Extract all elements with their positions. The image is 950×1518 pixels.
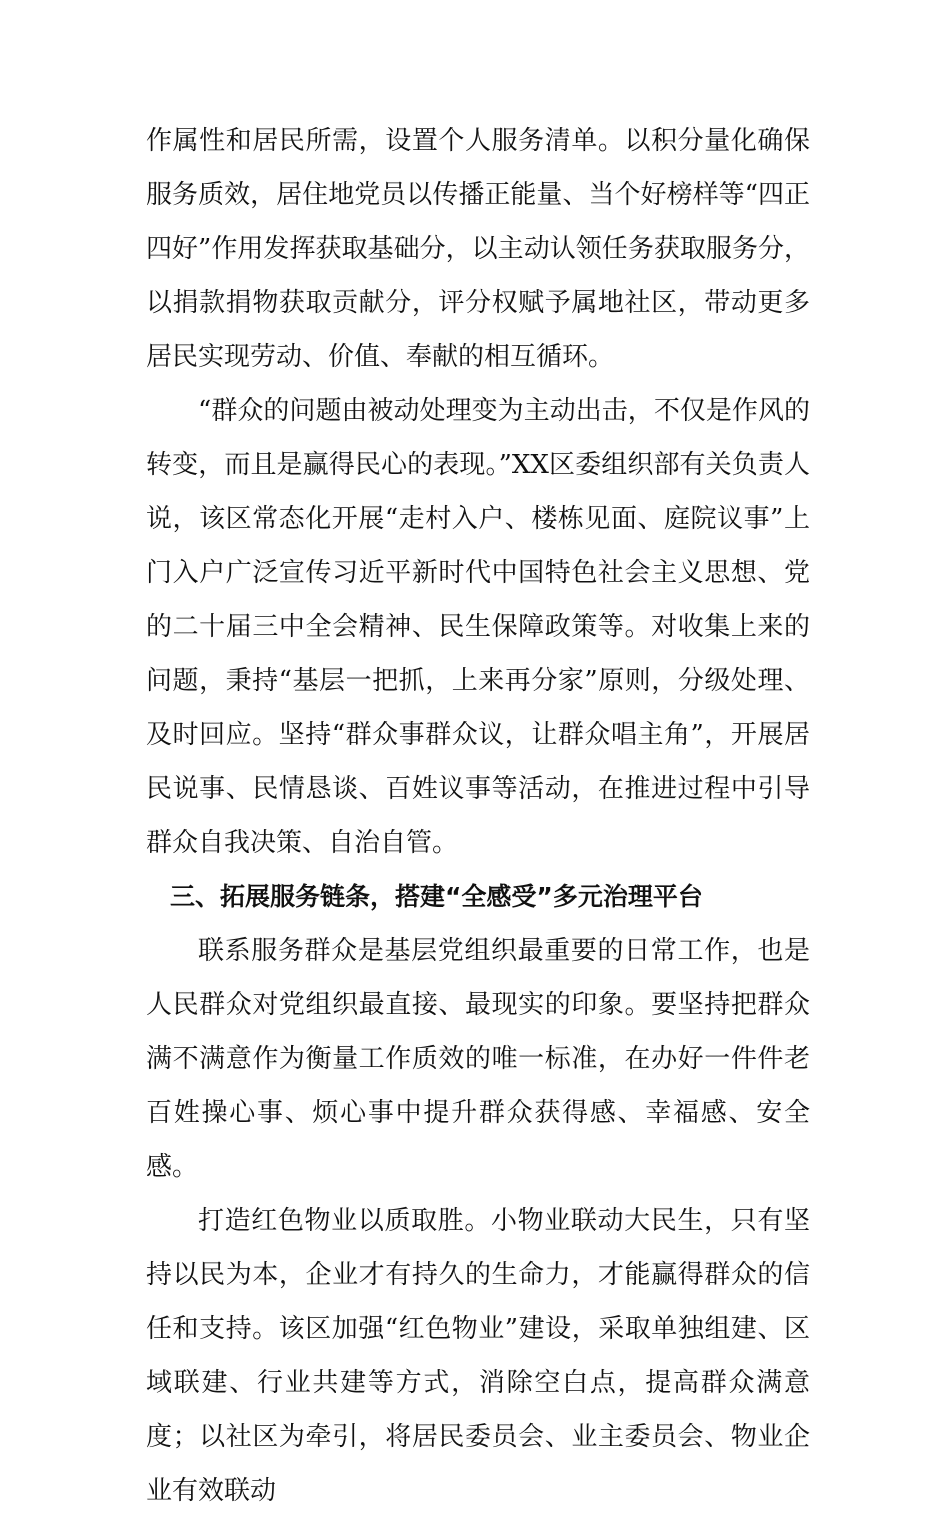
paragraph-continuation: 作属性和居民所需，设置个人服务清单。以积分量化确保服务质效，居住地党员以传播正能量、当个好榜样等“四正四好”作用发挥获取基础分，以主动认领任务获取服务分，以捐款捐物获取贡献分，评分权赋予属地社区，带动更多居民实现劳动、价值、奉献的相互循环。	[146, 126, 810, 372]
document-body	[146, 114, 810, 1518]
paragraph-service: 联系服务群众是基层党组织最重要的日常工作，也是人民群众对党组织最直接、最现实的印象。要坚持把群众满不满意作为衡量工作质效的唯一标准，在办好一件件老百姓操心事、烦心事中提升群众获得感、幸福感、安全感。	[146, 936, 810, 1182]
section-heading: 三、拓展服务链条，搭建“全感受”多元治理平台	[170, 882, 703, 911]
paragraph-red-property: 打造红色物业以质取胜。小物业联动大民生，只有坚持以民为本，企业才有持久的生命力，才能赢得群众的信任和支持。该区加强“红色物业”建设，采取单独组建、区域联建、行业共建等方式，消除空白点，提高群众满意度；以社区为牵引，将居民委员会、业主委员会、物业企业有效联动	[146, 1206, 810, 1506]
paragraph-quote: “群众的问题由被动处理变为主动出击，不仅是作风的转变，而且是赢得民心的表现。”XX区委组织部有关负责人说，该区常态化开展“走村入户、楼栋见面、庭院议事”上门入户广泛宣传习近平新时代中国特色社会主义思想、党的二十届三中全会精神、民生保障政策等。对收集上来的问题，秉持“基层一把抓，上来再分家”原则，分级处理、及时回应。坚持“群众事群众议，让群众唱主角”，开展居民说事、民情恳谈、百姓议事等活动，在推进过程中引导群众自我决策、自治自管。	[146, 396, 810, 858]
